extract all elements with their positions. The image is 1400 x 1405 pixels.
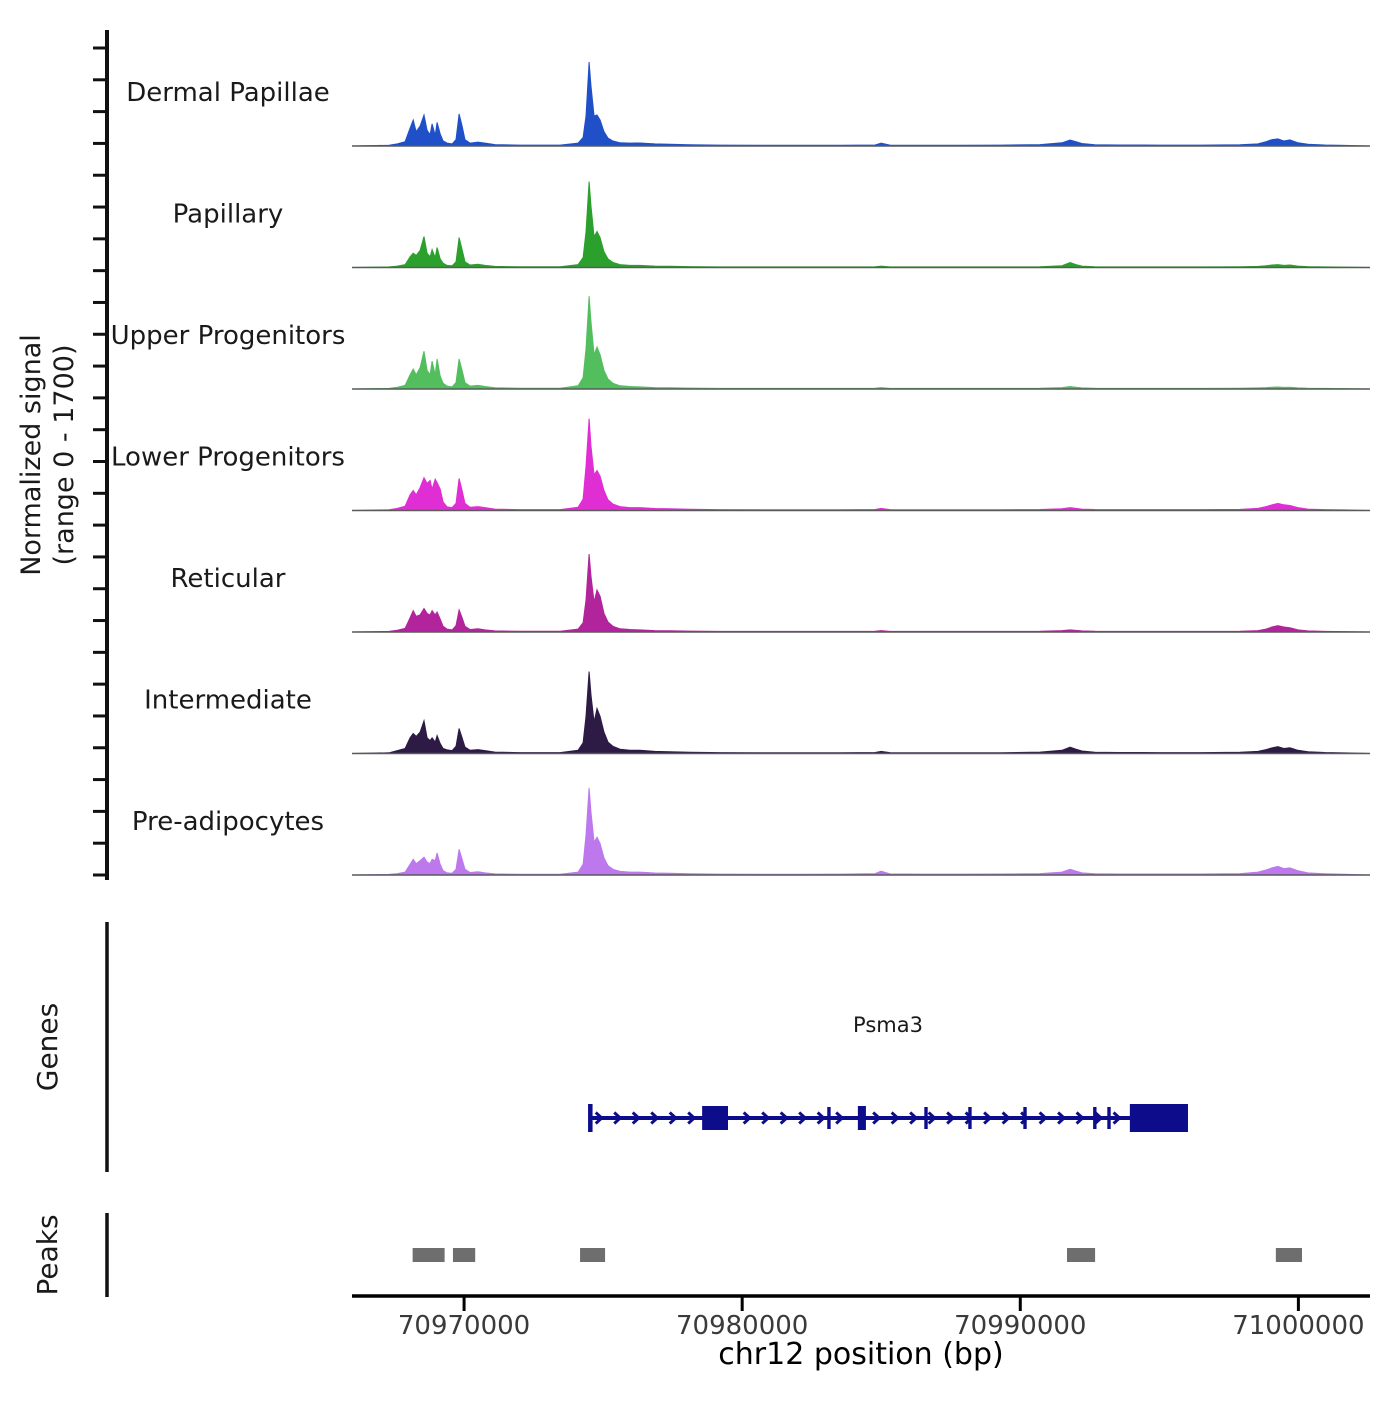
track-label: Intermediate (144, 685, 312, 716)
signal-area-pre-adipocytes (352, 788, 1370, 875)
signal-area-lower-progenitors (352, 419, 1370, 511)
signal-tracks (111, 62, 1370, 875)
x-tick-label: 70990000 (954, 1311, 1087, 1341)
gene-name-label: Psma3 (853, 1013, 923, 1037)
peak-rect (580, 1248, 605, 1262)
gene-model-psma3 (588, 1104, 1188, 1132)
x-tick-label: 70970000 (397, 1311, 531, 1341)
track-label: Dermal Papillae (126, 78, 330, 108)
y-axis-ticks (93, 48, 107, 875)
peak-rect (1276, 1248, 1302, 1262)
x-axis-ticks (398, 1296, 1365, 1341)
gene-exon-tick (924, 1107, 927, 1129)
gene-exon (858, 1106, 866, 1130)
signal-area-reticular (352, 554, 1370, 632)
peaks-panel-label: Peaks (31, 1214, 64, 1296)
gene-exon (1130, 1104, 1188, 1132)
track-label: Upper Progenitors (110, 321, 346, 351)
peak-rect (413, 1248, 445, 1262)
signal-area-papillary (352, 182, 1370, 268)
track-label: Papillary (172, 199, 284, 230)
signal-area-dermal-papillae (352, 62, 1370, 146)
gene-exon (702, 1106, 728, 1130)
x-tick-label: 70980000 (676, 1311, 809, 1341)
gene-exon-tick (1093, 1107, 1096, 1129)
gene-exon-tick (1107, 1107, 1110, 1129)
peak-calls (413, 1248, 1302, 1262)
peak-rect (1067, 1248, 1095, 1262)
track-label: Lower Progenitors (111, 442, 345, 473)
signal-area-upper-progenitors (352, 296, 1370, 389)
genes-panel-label: Genes (31, 1002, 64, 1092)
y-axis-label-line1: Normalized signal (16, 334, 47, 576)
x-tick-label: 71000000 (1232, 1311, 1365, 1341)
track-label: Pre-adipocytes (131, 807, 325, 837)
signal-area-intermediate (352, 672, 1370, 754)
gene-exon-tick (827, 1107, 830, 1129)
peak-rect (453, 1248, 475, 1262)
gene-start-bar (588, 1104, 593, 1132)
y-axis-label-line2: (range 0 - 1700) (49, 344, 80, 566)
track-label: Reticular (170, 564, 286, 594)
x-axis-title: chr12 position (bp) (718, 1337, 1004, 1372)
